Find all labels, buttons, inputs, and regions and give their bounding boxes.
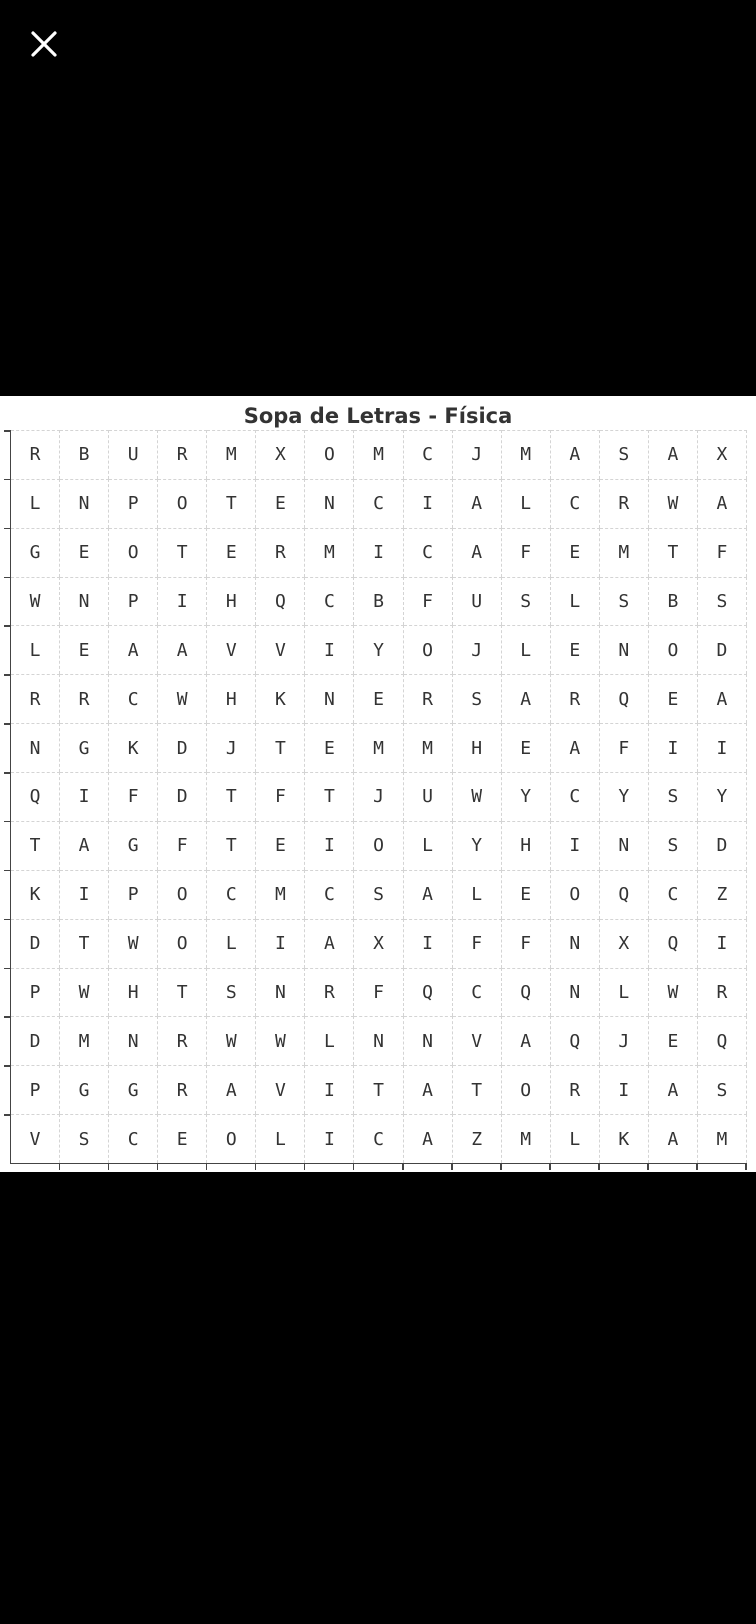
grid-cell: S	[698, 1065, 747, 1114]
grid-cell: G	[60, 1065, 109, 1114]
grid-cell: A	[453, 528, 502, 577]
grid-cell: Q	[11, 772, 60, 821]
grid-cell: I	[60, 870, 109, 919]
grid-cell: N	[600, 821, 649, 870]
grid-cell: A	[305, 919, 354, 968]
grid-cell: V	[256, 1065, 305, 1114]
grid-cell: K	[600, 1114, 649, 1163]
grid-cell: J	[354, 772, 403, 821]
grid-cell: N	[109, 1016, 158, 1065]
grid-cell: R	[551, 674, 600, 723]
grid-cell: F	[158, 821, 207, 870]
grid-cell: B	[60, 430, 109, 479]
grid-cell: W	[11, 577, 60, 626]
grid-cell: H	[502, 821, 551, 870]
grid-cell: D	[158, 772, 207, 821]
grid-cell: A	[551, 723, 600, 772]
grid-cell: N	[11, 723, 60, 772]
grid-cell: I	[600, 1065, 649, 1114]
grid-cell: A	[698, 674, 747, 723]
grid-cell: O	[649, 625, 698, 674]
grid-cell: A	[60, 821, 109, 870]
grid-cell: I	[404, 919, 453, 968]
grid-cell: I	[698, 919, 747, 968]
grid-cell: T	[649, 528, 698, 577]
grid-cell: T	[158, 968, 207, 1017]
grid-cell: U	[404, 772, 453, 821]
grid-cell: H	[207, 577, 256, 626]
grid-cell: F	[109, 772, 158, 821]
grid-cell: A	[502, 1016, 551, 1065]
grid-cell: E	[502, 870, 551, 919]
grid-cell: S	[600, 577, 649, 626]
grid-cell: F	[698, 528, 747, 577]
grid-cell: N	[305, 479, 354, 528]
grid-cell: C	[305, 577, 354, 626]
grid-cell: M	[404, 723, 453, 772]
grid-cell: A	[158, 625, 207, 674]
grid-cell: R	[158, 1065, 207, 1114]
grid-cell: O	[404, 625, 453, 674]
grid-cell: I	[404, 479, 453, 528]
grid-cell: S	[453, 674, 502, 723]
grid-cell: E	[551, 625, 600, 674]
grid-cell: X	[600, 919, 649, 968]
grid-cell: S	[649, 821, 698, 870]
grid-cell: W	[453, 772, 502, 821]
grid-cell: M	[60, 1016, 109, 1065]
grid-cell: E	[305, 723, 354, 772]
grid-cell: A	[453, 479, 502, 528]
grid-cell: J	[600, 1016, 649, 1065]
grid-cell: R	[404, 674, 453, 723]
grid-cell: P	[109, 479, 158, 528]
grid-cell: M	[354, 430, 403, 479]
grid-cell: E	[649, 674, 698, 723]
grid-cell: L	[256, 1114, 305, 1163]
grid-cell: R	[11, 430, 60, 479]
grid-cell: L	[305, 1016, 354, 1065]
grid-cell: N	[404, 1016, 453, 1065]
grid-cell: Q	[502, 968, 551, 1017]
grid-cell: M	[600, 528, 649, 577]
grid-cell: S	[698, 577, 747, 626]
grid-cell: C	[551, 479, 600, 528]
grid-cell: Y	[502, 772, 551, 821]
grid-cell: M	[502, 1114, 551, 1163]
grid-cell: C	[354, 1114, 403, 1163]
grid-cell: E	[256, 479, 305, 528]
grid-cell: S	[502, 577, 551, 626]
grid-cell: K	[256, 674, 305, 723]
grid-cell: A	[404, 870, 453, 919]
grid-cell: A	[404, 1065, 453, 1114]
grid-cell: X	[256, 430, 305, 479]
grid-cell: M	[502, 430, 551, 479]
grid-cell: P	[109, 870, 158, 919]
grid-cell: R	[158, 430, 207, 479]
grid-cell: L	[502, 479, 551, 528]
grid-cell: C	[109, 1114, 158, 1163]
grid-cell: L	[551, 577, 600, 626]
grid-cell: R	[600, 479, 649, 528]
grid-cell: T	[256, 723, 305, 772]
grid-cell: K	[109, 723, 158, 772]
grid-cell: F	[453, 919, 502, 968]
grid-cell: O	[158, 479, 207, 528]
grid-cell: Q	[649, 919, 698, 968]
grid-cell: S	[354, 870, 403, 919]
grid-cell: X	[354, 919, 403, 968]
grid-cell: S	[207, 968, 256, 1017]
grid-cell: L	[600, 968, 649, 1017]
grid-cell: G	[109, 821, 158, 870]
grid-cell: A	[207, 1065, 256, 1114]
grid-cell: K	[11, 870, 60, 919]
puzzle-image	[0, 396, 756, 1172]
grid-cell: R	[11, 674, 60, 723]
grid-cell: A	[649, 1114, 698, 1163]
grid-cell: V	[11, 1114, 60, 1163]
grid-cell: W	[256, 1016, 305, 1065]
grid-cell: L	[11, 625, 60, 674]
grid-cell: B	[354, 577, 403, 626]
grid-cell: O	[158, 919, 207, 968]
grid-cell: T	[60, 919, 109, 968]
grid-cell: F	[502, 528, 551, 577]
grid-cell: Y	[354, 625, 403, 674]
close-button[interactable]	[28, 28, 60, 60]
grid-cell: A	[109, 625, 158, 674]
grid-cell: O	[305, 430, 354, 479]
grid-cell: J	[207, 723, 256, 772]
grid-cell: Q	[256, 577, 305, 626]
grid-cell: O	[502, 1065, 551, 1114]
grid-cell: H	[453, 723, 502, 772]
grid-cell: W	[649, 968, 698, 1017]
grid-cell: O	[109, 528, 158, 577]
grid-cell: R	[698, 968, 747, 1017]
grid-cell: P	[11, 1065, 60, 1114]
grid-cell: I	[354, 528, 403, 577]
grid-cell: I	[60, 772, 109, 821]
grid-cell: E	[502, 723, 551, 772]
grid-cell: O	[551, 870, 600, 919]
grid-cell: D	[11, 1016, 60, 1065]
grid-cell: I	[305, 1114, 354, 1163]
grid-cell: F	[502, 919, 551, 968]
grid-cell: T	[11, 821, 60, 870]
grid-cell: E	[551, 528, 600, 577]
grid-cell: I	[649, 723, 698, 772]
letter-grid	[10, 430, 747, 1164]
grid-cell: N	[305, 674, 354, 723]
grid-cell: J	[453, 625, 502, 674]
grid-cell: U	[109, 430, 158, 479]
grid-cell: P	[11, 968, 60, 1017]
grid-cell: T	[207, 772, 256, 821]
grid-cell: L	[11, 479, 60, 528]
grid-cell: I	[698, 723, 747, 772]
grid-cell: A	[698, 479, 747, 528]
grid-cell: C	[453, 968, 502, 1017]
grid-cell: L	[551, 1114, 600, 1163]
grid-cell: R	[256, 528, 305, 577]
grid-cell: I	[305, 1065, 354, 1114]
grid-cell: D	[698, 625, 747, 674]
grid-cell: B	[649, 577, 698, 626]
grid-cell: O	[158, 870, 207, 919]
grid-cell: X	[698, 430, 747, 479]
grid-cell: E	[256, 821, 305, 870]
grid-cell: R	[305, 968, 354, 1017]
grid-cell: V	[256, 625, 305, 674]
grid-cell: T	[305, 772, 354, 821]
grid-cell: Q	[551, 1016, 600, 1065]
grid-cell: I	[551, 821, 600, 870]
grid-cell: T	[354, 1065, 403, 1114]
grid-cell: E	[354, 674, 403, 723]
grid-cell: C	[404, 430, 453, 479]
grid-cell: T	[207, 479, 256, 528]
grid-cell: Y	[600, 772, 649, 821]
grid-cell: D	[158, 723, 207, 772]
grid-cell: F	[256, 772, 305, 821]
grid-cell: L	[502, 625, 551, 674]
grid-cell: Q	[600, 674, 649, 723]
grid-cell: T	[158, 528, 207, 577]
grid-cell: M	[207, 430, 256, 479]
grid-cell: P	[109, 577, 158, 626]
grid-cell: N	[256, 968, 305, 1017]
grid-cell: H	[207, 674, 256, 723]
grid-cell: C	[404, 528, 453, 577]
grid-cell: N	[60, 577, 109, 626]
grid-cell: M	[305, 528, 354, 577]
grid-cell: N	[551, 919, 600, 968]
grid-cell: C	[207, 870, 256, 919]
grid-cell: N	[551, 968, 600, 1017]
grid-cell: L	[207, 919, 256, 968]
grid-cell: J	[453, 430, 502, 479]
grid-cell: E	[207, 528, 256, 577]
grid-cell: V	[453, 1016, 502, 1065]
grid-cell: F	[600, 723, 649, 772]
grid-cell: I	[256, 919, 305, 968]
grid-cell: R	[551, 1065, 600, 1114]
grid-cell: W	[158, 674, 207, 723]
grid-cell: M	[354, 723, 403, 772]
grid-cell: I	[305, 625, 354, 674]
grid-cell: C	[109, 674, 158, 723]
grid-cell: Q	[600, 870, 649, 919]
grid-cell: F	[404, 577, 453, 626]
grid-cell: Q	[698, 1016, 747, 1065]
grid-cell: O	[207, 1114, 256, 1163]
grid-cell: Z	[453, 1114, 502, 1163]
grid-cell: T	[207, 821, 256, 870]
grid-cell: V	[207, 625, 256, 674]
grid-cell: I	[305, 821, 354, 870]
grid-cell: S	[649, 772, 698, 821]
grid-cell: N	[600, 625, 649, 674]
grid-cell: T	[453, 1065, 502, 1114]
grid-cell: G	[60, 723, 109, 772]
grid-cell: L	[404, 821, 453, 870]
grid-cell: W	[109, 919, 158, 968]
grid-cell: E	[158, 1114, 207, 1163]
grid-cell: M	[256, 870, 305, 919]
grid-cell: D	[11, 919, 60, 968]
grid-cell: E	[60, 625, 109, 674]
grid-cell: R	[60, 674, 109, 723]
grid-cell: S	[600, 430, 649, 479]
grid-cell: A	[649, 1065, 698, 1114]
grid-cell: C	[551, 772, 600, 821]
grid-cell: A	[502, 674, 551, 723]
grid-cell: W	[649, 479, 698, 528]
grid-cell: D	[698, 821, 747, 870]
grid-cell: E	[60, 528, 109, 577]
puzzle-title: Sopa de Letras - Física	[243, 404, 513, 428]
grid-cell: A	[649, 430, 698, 479]
grid-cell: W	[60, 968, 109, 1017]
grid-cell: W	[207, 1016, 256, 1065]
grid-cell: U	[453, 577, 502, 626]
grid-cell: Q	[404, 968, 453, 1017]
grid-cell: N	[60, 479, 109, 528]
grid-cell: S	[60, 1114, 109, 1163]
grid-cell: G	[109, 1065, 158, 1114]
grid-cell: Z	[698, 870, 747, 919]
grid-cell: O	[354, 821, 403, 870]
grid-cell: G	[11, 528, 60, 577]
grid-cell: E	[649, 1016, 698, 1065]
grid-cell: Y	[453, 821, 502, 870]
grid-cell: F	[354, 968, 403, 1017]
close-icon	[28, 28, 60, 60]
grid-cell: A	[551, 430, 600, 479]
grid-cell: C	[305, 870, 354, 919]
grid-cell: I	[158, 577, 207, 626]
grid-cell: R	[158, 1016, 207, 1065]
grid-cell: C	[649, 870, 698, 919]
grid-cell: C	[354, 479, 403, 528]
grid-cell: M	[698, 1114, 747, 1163]
grid-cell: L	[453, 870, 502, 919]
grid-cell: A	[404, 1114, 453, 1163]
grid-cell: Y	[698, 772, 747, 821]
grid-cell: N	[354, 1016, 403, 1065]
grid-cell: H	[109, 968, 158, 1017]
